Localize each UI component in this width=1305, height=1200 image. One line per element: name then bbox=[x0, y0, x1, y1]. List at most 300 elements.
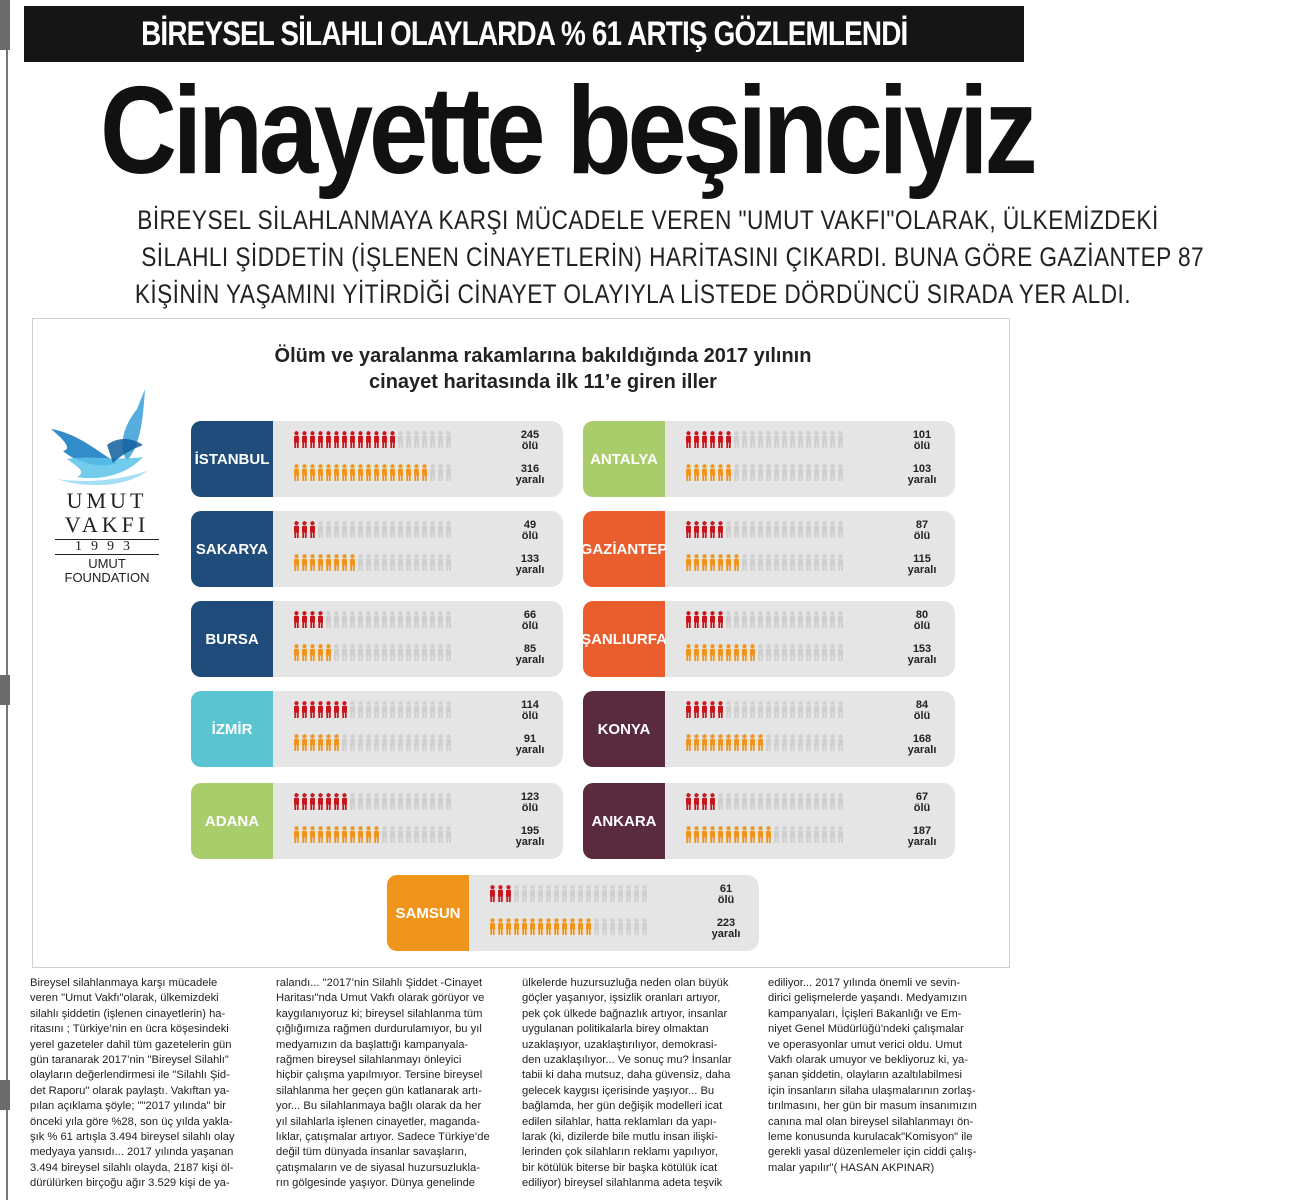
person-icon bbox=[357, 734, 364, 751]
person-icon bbox=[709, 464, 716, 481]
person-icon bbox=[421, 611, 428, 628]
dead-value: 114 bbox=[521, 699, 539, 711]
person-icon bbox=[537, 885, 544, 902]
person-icon bbox=[725, 431, 732, 448]
person-icon bbox=[349, 554, 356, 571]
person-icon bbox=[789, 611, 796, 628]
person-icon bbox=[293, 554, 300, 571]
body-line: Bireysel silahlanmaya karşı mücadele bbox=[30, 977, 218, 989]
person-icon bbox=[413, 701, 420, 718]
person-icon bbox=[317, 464, 324, 481]
person-icon bbox=[413, 644, 420, 661]
injured-icon-row bbox=[489, 918, 648, 935]
person-icon bbox=[405, 611, 412, 628]
body-line: göçler yaşanıyor, işsizlik oranları artıyor, bbox=[522, 992, 721, 1005]
dead-label: ölü bbox=[521, 530, 539, 542]
person-icon bbox=[829, 701, 836, 718]
dead-count bbox=[505, 792, 555, 814]
page-edge-tab bbox=[0, 675, 10, 705]
person-icon bbox=[497, 918, 504, 935]
person-icon bbox=[797, 701, 804, 718]
person-icon bbox=[341, 431, 348, 448]
logo-foundation-2: FOUNDATION bbox=[64, 570, 150, 585]
person-icon bbox=[709, 554, 716, 571]
person-icon bbox=[577, 885, 584, 902]
person-icon bbox=[309, 554, 316, 571]
person-icon bbox=[765, 611, 772, 628]
dead-icon-row bbox=[293, 431, 452, 448]
person-icon bbox=[765, 734, 772, 751]
person-icon bbox=[381, 464, 388, 481]
city-card bbox=[583, 783, 955, 859]
city-name: SAKARYA bbox=[191, 511, 273, 587]
person-icon bbox=[373, 826, 380, 843]
person-icon bbox=[389, 793, 396, 810]
person-icon bbox=[757, 793, 764, 810]
person-icon bbox=[437, 644, 444, 661]
dead-icon-row bbox=[489, 885, 648, 902]
injured-count bbox=[897, 554, 947, 576]
person-icon bbox=[765, 464, 772, 481]
person-icon bbox=[317, 521, 324, 538]
body-line: Haritası"nda Umut Vakfı olarak görüyor ve bbox=[276, 992, 485, 1005]
injured-count bbox=[505, 464, 555, 486]
page-edge-tab bbox=[0, 0, 10, 50]
person-icon bbox=[717, 826, 724, 843]
person-icon bbox=[709, 644, 716, 661]
person-icon bbox=[749, 793, 756, 810]
person-icon bbox=[381, 521, 388, 538]
person-icon bbox=[561, 885, 568, 902]
person-icon bbox=[829, 826, 836, 843]
injured-icon-row bbox=[685, 734, 844, 751]
person-icon bbox=[805, 554, 812, 571]
person-icon bbox=[789, 793, 796, 810]
person-icon bbox=[301, 734, 308, 751]
chart-title-line: cinayet haritasında ilk 11’e giren iller bbox=[369, 371, 717, 393]
person-icon bbox=[757, 464, 764, 481]
body-line: lıklar, çatışmalar artıyor. Sadece Türkiye’de bbox=[276, 1131, 490, 1144]
person-icon bbox=[301, 611, 308, 628]
injured-icon-row bbox=[685, 826, 844, 843]
person-icon bbox=[789, 521, 796, 538]
person-icon bbox=[405, 793, 412, 810]
dead-value: 101 bbox=[912, 429, 932, 441]
body-line: kampanyaları, İçişleri Bakanlığı ve Em- bbox=[768, 1007, 962, 1020]
person-icon bbox=[821, 644, 828, 661]
city-card bbox=[583, 601, 955, 677]
person-icon bbox=[429, 734, 436, 751]
person-icon bbox=[789, 431, 796, 448]
person-icon bbox=[301, 464, 308, 481]
person-icon bbox=[489, 885, 496, 902]
person-icon bbox=[781, 826, 788, 843]
person-icon bbox=[389, 431, 396, 448]
body-column-3 bbox=[522, 976, 762, 1192]
person-icon bbox=[505, 918, 512, 935]
person-icon bbox=[309, 793, 316, 810]
dead-value: 67 bbox=[915, 791, 929, 803]
person-icon bbox=[805, 734, 812, 751]
person-icon bbox=[405, 464, 412, 481]
person-icon bbox=[805, 793, 812, 810]
person-icon bbox=[733, 464, 740, 481]
person-icon bbox=[749, 521, 756, 538]
person-icon bbox=[741, 521, 748, 538]
person-icon bbox=[373, 521, 380, 538]
person-icon bbox=[357, 826, 364, 843]
person-icon bbox=[569, 918, 576, 935]
injured-count bbox=[505, 826, 555, 848]
body-line: yıl silahlarla işlenen cinayetler, maganda- bbox=[276, 1115, 480, 1128]
kicker-bar bbox=[24, 6, 1024, 62]
body-line: uzaklaşıyor, uzaklaştırılıyor, demokrasi- bbox=[522, 1038, 718, 1051]
person-icon bbox=[813, 431, 820, 448]
person-icon bbox=[365, 793, 372, 810]
person-icon bbox=[445, 611, 452, 628]
person-icon bbox=[293, 644, 300, 661]
person-icon bbox=[365, 734, 372, 751]
person-icon bbox=[805, 701, 812, 718]
city-name: BURSA bbox=[191, 601, 273, 677]
injured-label: yaralı bbox=[515, 836, 545, 848]
person-icon bbox=[837, 554, 844, 571]
person-icon bbox=[693, 826, 700, 843]
person-icon bbox=[561, 918, 568, 935]
person-icon bbox=[437, 554, 444, 571]
dead-label: ölü bbox=[913, 710, 931, 722]
person-icon bbox=[693, 521, 700, 538]
person-icon bbox=[413, 734, 420, 751]
dead-label: ölü bbox=[913, 620, 931, 632]
body-line: dirici gelişmelerde yaşandı. Medyamızın bbox=[768, 992, 967, 1005]
person-icon bbox=[685, 734, 692, 751]
person-icon bbox=[837, 734, 844, 751]
injured-label: yaralı bbox=[907, 564, 937, 576]
person-icon bbox=[757, 644, 764, 661]
person-icon bbox=[805, 826, 812, 843]
person-icon bbox=[349, 793, 356, 810]
person-icon bbox=[733, 734, 740, 751]
person-icon bbox=[333, 464, 340, 481]
person-icon bbox=[709, 431, 716, 448]
body-line: den uzaklaşılıyor... Ve sonuç mu? İnsanlar bbox=[522, 1054, 732, 1067]
person-icon bbox=[733, 521, 740, 538]
logo-foundation-1: UMUT bbox=[88, 556, 126, 571]
body-line: tırılmasını, her gün bir masum insanımızın bbox=[768, 1100, 977, 1113]
person-icon bbox=[709, 701, 716, 718]
body-line: malar yapılır"( HASAN AKPINAR) bbox=[768, 1161, 935, 1174]
body-line: ülkelerde huzursuzluğa neden olan büyük bbox=[522, 977, 729, 989]
body-line: bağlamda, her gün değişik modelleri icat bbox=[522, 1100, 723, 1113]
person-icon bbox=[437, 701, 444, 718]
injured-count bbox=[897, 464, 947, 486]
person-icon bbox=[421, 431, 428, 448]
person-icon bbox=[625, 885, 632, 902]
body-line: gün taranarak 2017’nin "Bireysel Silahlı" bbox=[30, 1054, 229, 1067]
person-icon bbox=[805, 464, 812, 481]
person-icon bbox=[349, 611, 356, 628]
person-icon bbox=[693, 734, 700, 751]
person-icon bbox=[341, 826, 348, 843]
person-icon bbox=[545, 918, 552, 935]
city-card bbox=[191, 783, 563, 859]
person-icon bbox=[829, 431, 836, 448]
person-icon bbox=[445, 431, 452, 448]
person-icon bbox=[749, 554, 756, 571]
person-icon bbox=[445, 464, 452, 481]
person-icon bbox=[341, 611, 348, 628]
person-icon bbox=[365, 701, 372, 718]
dead-label: ölü bbox=[521, 710, 539, 722]
person-icon bbox=[821, 793, 828, 810]
person-icon bbox=[349, 644, 356, 661]
person-icon bbox=[333, 611, 340, 628]
person-icon bbox=[365, 521, 372, 538]
infographic bbox=[32, 318, 1010, 968]
headline-text: Cinayette beşinciyiz bbox=[99, 62, 1034, 200]
person-icon bbox=[357, 554, 364, 571]
body-line: değil tüm dünyada insanlar savaşların, bbox=[276, 1146, 467, 1159]
person-icon bbox=[325, 431, 332, 448]
person-icon bbox=[293, 826, 300, 843]
person-icon bbox=[773, 793, 780, 810]
person-icon bbox=[397, 826, 404, 843]
injured-label: yaralı bbox=[907, 744, 937, 756]
person-icon bbox=[357, 464, 364, 481]
dead-count bbox=[897, 430, 947, 452]
dead-count bbox=[897, 792, 947, 814]
person-icon bbox=[789, 734, 796, 751]
body-line: edilen silahlar, hatta reklamları da yapı- bbox=[522, 1115, 717, 1128]
person-icon bbox=[413, 793, 420, 810]
city-card bbox=[387, 875, 759, 951]
person-icon bbox=[837, 826, 844, 843]
person-icon bbox=[437, 431, 444, 448]
person-icon bbox=[805, 431, 812, 448]
person-icon bbox=[709, 793, 716, 810]
city-name: ANTALYA bbox=[583, 421, 665, 497]
body-line: için insanların silaha ulaşmalarının zorlaş- bbox=[768, 1084, 976, 1097]
person-icon bbox=[309, 611, 316, 628]
person-icon bbox=[741, 611, 748, 628]
city-card bbox=[191, 691, 563, 767]
person-icon bbox=[317, 554, 324, 571]
person-icon bbox=[365, 826, 372, 843]
injured-count bbox=[505, 554, 555, 576]
person-icon bbox=[757, 521, 764, 538]
person-icon bbox=[685, 644, 692, 661]
person-icon bbox=[641, 885, 648, 902]
person-icon bbox=[293, 521, 300, 538]
person-icon bbox=[813, 464, 820, 481]
body-line: bir kötülük biterse bir başka kötülük icat bbox=[522, 1161, 718, 1174]
person-icon bbox=[701, 734, 708, 751]
city-name: KONYA bbox=[583, 691, 665, 767]
dove-icon bbox=[47, 389, 167, 489]
person-icon bbox=[341, 701, 348, 718]
logo-name-1: UMUT bbox=[66, 488, 148, 513]
person-icon bbox=[373, 431, 380, 448]
person-icon bbox=[529, 918, 536, 935]
person-icon bbox=[717, 793, 724, 810]
injured-value: 187 bbox=[912, 825, 932, 837]
person-icon bbox=[389, 611, 396, 628]
person-icon bbox=[357, 431, 364, 448]
person-icon bbox=[701, 431, 708, 448]
person-icon bbox=[717, 431, 724, 448]
person-icon bbox=[837, 644, 844, 661]
injured-count bbox=[897, 644, 947, 666]
city-name: GAZİANTEP bbox=[583, 511, 665, 587]
person-icon bbox=[805, 521, 812, 538]
person-icon bbox=[373, 701, 380, 718]
person-icon bbox=[397, 611, 404, 628]
person-icon bbox=[365, 554, 372, 571]
injured-count bbox=[505, 734, 555, 756]
person-icon bbox=[821, 701, 828, 718]
body-line: 3.494 bireysel silahlı olayda, 2187 kişi öl- bbox=[30, 1161, 234, 1174]
person-icon bbox=[717, 554, 724, 571]
person-icon bbox=[373, 644, 380, 661]
injured-value: 223 bbox=[716, 917, 736, 929]
person-icon bbox=[733, 701, 740, 718]
person-icon bbox=[349, 521, 356, 538]
person-icon bbox=[685, 793, 692, 810]
city-name: İSTANBUL bbox=[191, 421, 273, 497]
injured-icon-row bbox=[293, 554, 452, 571]
person-icon bbox=[797, 431, 804, 448]
injured-value: 133 bbox=[520, 553, 540, 565]
person-icon bbox=[505, 885, 512, 902]
person-icon bbox=[325, 826, 332, 843]
person-icon bbox=[333, 734, 340, 751]
body-line: ediliyor... 2017 yılında önemli ve sevin- bbox=[768, 977, 961, 989]
city-name: ANKARA bbox=[583, 783, 665, 859]
person-icon bbox=[437, 734, 444, 751]
injured-icon-row bbox=[293, 464, 452, 481]
person-icon bbox=[741, 554, 748, 571]
person-icon bbox=[741, 644, 748, 661]
person-icon bbox=[717, 521, 724, 538]
person-icon bbox=[317, 644, 324, 661]
person-icon bbox=[609, 885, 616, 902]
dead-label: ölü bbox=[913, 440, 931, 452]
person-icon bbox=[773, 644, 780, 661]
person-icon bbox=[397, 701, 404, 718]
person-icon bbox=[829, 644, 836, 661]
body-line: dürülürken birçoğu ağır 3.529 kişi de ya- bbox=[30, 1177, 230, 1190]
person-icon bbox=[757, 701, 764, 718]
person-icon bbox=[609, 918, 616, 935]
person-icon bbox=[577, 918, 584, 935]
person-icon bbox=[529, 885, 536, 902]
person-icon bbox=[789, 554, 796, 571]
person-icon bbox=[725, 464, 732, 481]
person-icon bbox=[693, 793, 700, 810]
person-icon bbox=[357, 521, 364, 538]
person-icon bbox=[389, 644, 396, 661]
injured-label: yaralı bbox=[515, 564, 545, 576]
page-edge-tab bbox=[0, 1080, 10, 1110]
person-icon bbox=[749, 644, 756, 661]
person-icon bbox=[405, 826, 412, 843]
person-icon bbox=[813, 826, 820, 843]
person-icon bbox=[301, 521, 308, 538]
person-icon bbox=[701, 464, 708, 481]
person-icon bbox=[445, 793, 452, 810]
person-icon bbox=[601, 885, 608, 902]
person-icon bbox=[325, 793, 332, 810]
body-line: rın gölgesinde yaşıyor. Dünya genelinde bbox=[276, 1177, 476, 1190]
person-icon bbox=[821, 611, 828, 628]
logo-year: 1993 bbox=[55, 539, 159, 555]
person-icon bbox=[293, 734, 300, 751]
person-icon bbox=[349, 734, 356, 751]
person-icon bbox=[741, 793, 748, 810]
kicker-text: BİREYSEL SİLAHLI OLAYLARDA % 61 ARTIŞ GÖZLEMLENDİ bbox=[140, 14, 908, 53]
person-icon bbox=[405, 734, 412, 751]
person-icon bbox=[701, 644, 708, 661]
person-icon bbox=[333, 826, 340, 843]
person-icon bbox=[521, 885, 528, 902]
city-card bbox=[583, 691, 955, 767]
person-icon bbox=[389, 554, 396, 571]
person-icon bbox=[701, 521, 708, 538]
person-icon bbox=[365, 431, 372, 448]
person-icon bbox=[309, 734, 316, 751]
person-icon bbox=[437, 611, 444, 628]
person-icon bbox=[373, 611, 380, 628]
person-icon bbox=[749, 734, 756, 751]
person-icon bbox=[797, 793, 804, 810]
dead-label: ölü bbox=[521, 440, 539, 452]
person-icon bbox=[781, 611, 788, 628]
person-icon bbox=[349, 464, 356, 481]
person-icon bbox=[413, 431, 420, 448]
person-icon bbox=[789, 701, 796, 718]
person-icon bbox=[749, 611, 756, 628]
person-icon bbox=[693, 701, 700, 718]
city-name: ŞANLIURFA bbox=[583, 601, 665, 677]
person-icon bbox=[381, 644, 388, 661]
person-icon bbox=[413, 826, 420, 843]
person-icon bbox=[381, 826, 388, 843]
person-icon bbox=[773, 701, 780, 718]
body-line: Vakfı olarak umuyor ve bekliyoruz ki, ya- bbox=[768, 1054, 968, 1067]
body-line: larak (ki, dizilerde bile mutlu insan ilişki- bbox=[522, 1131, 718, 1144]
body-line: çatışmaların ve de siyasal huzursuzlukla- bbox=[276, 1161, 480, 1174]
body-line: çığlığımıza rağmen durdurulamıyor, bu yıl bbox=[276, 1023, 482, 1036]
person-icon bbox=[553, 885, 560, 902]
body-line: canına mal olan bireysel silahlanmayı ön- bbox=[768, 1115, 974, 1128]
person-icon bbox=[781, 464, 788, 481]
person-icon bbox=[309, 464, 316, 481]
headline bbox=[24, 62, 1034, 200]
person-icon bbox=[429, 644, 436, 661]
dead-label: ölü bbox=[717, 894, 735, 906]
person-icon bbox=[413, 521, 420, 538]
person-icon bbox=[709, 521, 716, 538]
person-icon bbox=[717, 701, 724, 718]
person-icon bbox=[829, 793, 836, 810]
body-line: şanan şiddetin, olayların azaltılabilmesi bbox=[768, 1069, 963, 1082]
person-icon bbox=[757, 611, 764, 628]
injured-label: yaralı bbox=[515, 654, 545, 666]
body-line: ritasını ; Türkiye’nin en ücra köşesindeki bbox=[30, 1023, 229, 1036]
person-icon bbox=[349, 431, 356, 448]
person-icon bbox=[701, 701, 708, 718]
